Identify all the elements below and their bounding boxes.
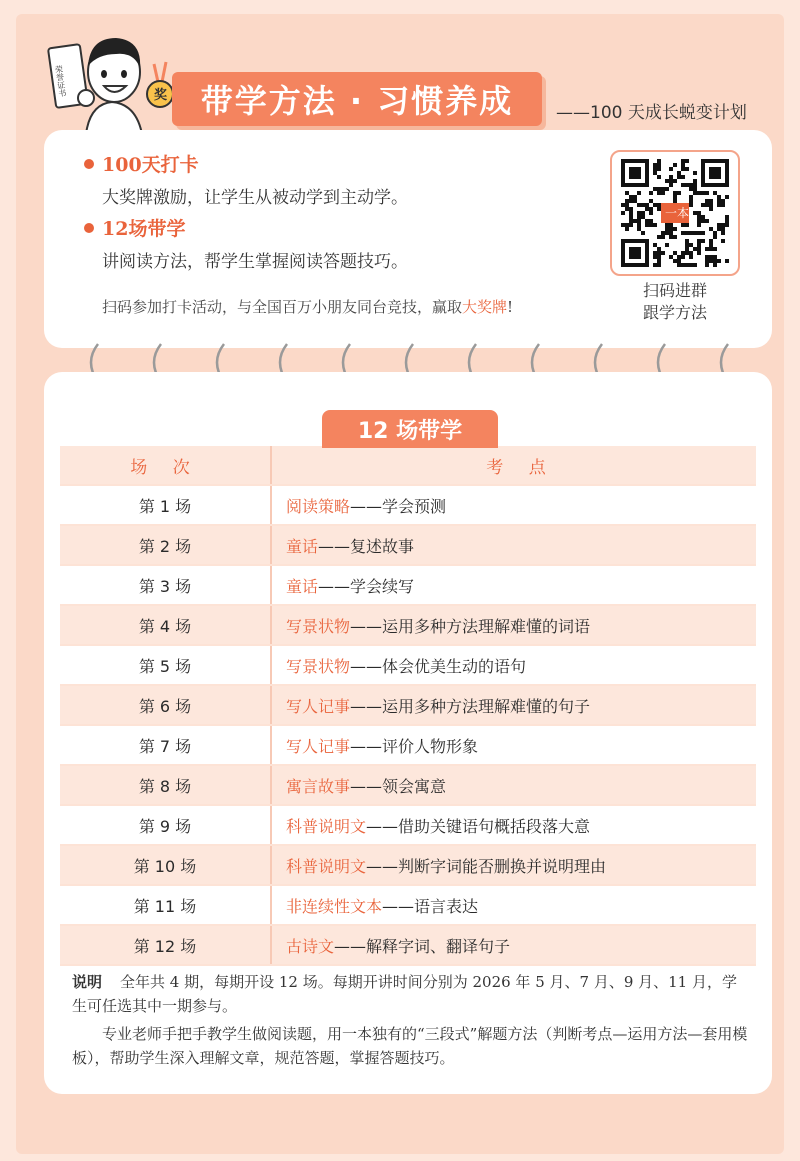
table-row <box>60 885 756 925</box>
qr-caption <box>610 280 740 324</box>
table-row <box>60 485 756 525</box>
qr-center-text: 一本 <box>665 206 690 220</box>
point-cell <box>271 605 756 645</box>
topic-text: 非连续性文本 <box>286 896 383 916</box>
qr-caption-line1: 扫码进群 <box>642 281 707 300</box>
feature-desc: 讲阅读方法，帮学生掌握阅读答题技巧。 <box>102 252 408 272</box>
session-cell: 第 2 场 <box>60 525 271 565</box>
session-cell: 第 10 场 <box>60 845 271 885</box>
point-text: ——运用多种方法理解难懂的句子 <box>350 696 591 716</box>
point-text: ——体会优美生动的语句 <box>350 656 527 676</box>
point-cell <box>271 525 756 565</box>
table-row <box>60 805 756 845</box>
table-row <box>60 845 756 885</box>
page-title: 带学方法 · 习惯养成 <box>172 72 542 126</box>
qr-code[interactable] <box>610 150 740 276</box>
point-text: ——借助关键语句概括段落大意 <box>366 816 591 836</box>
topic-text: 科普说明文 <box>286 816 367 836</box>
header-point: 考 点 <box>271 446 756 485</box>
scan-accent: 大奖牌 <box>462 298 508 316</box>
topic-text: 童话 <box>286 536 319 556</box>
point-cell <box>271 925 756 965</box>
table-row <box>60 725 756 765</box>
header-session: 场 次 <box>60 446 271 485</box>
point-text: ——运用多种方法理解难懂的词语 <box>350 616 591 636</box>
medal-icon <box>147 62 173 107</box>
schedule-tab-title: 12 场带学 <box>322 410 498 448</box>
point-cell <box>271 485 756 525</box>
point-cell <box>271 565 756 605</box>
session-cell: 第 6 场 <box>60 685 271 725</box>
session-cell: 第 7 场 <box>60 725 271 765</box>
notes-para1: 全年共 4 期，每期开设 12 场。每期开讲时间分别为 2026 年 5 月、7 月、9 月、11 月，学生可任选其中一期参与。 <box>72 973 737 1015</box>
topic-text: 写景状物 <box>286 616 351 636</box>
feature-guided-study <box>84 214 408 272</box>
topic-text: 写人记事 <box>286 736 351 756</box>
point-text: ——领会寓意 <box>350 776 447 796</box>
session-cell: 第 5 场 <box>60 645 271 685</box>
topic-text: 写景状物 <box>286 656 351 676</box>
session-cell: 第 4 场 <box>60 605 271 645</box>
topic-text: 科普说明文 <box>286 856 367 876</box>
scan-text-end: ! <box>507 298 514 316</box>
intro-card <box>44 130 772 348</box>
table-row <box>60 645 756 685</box>
qr-caption-line2: 跟学方法 <box>642 303 707 322</box>
topic-text: 童话 <box>286 576 319 596</box>
point-text: ——学会续写 <box>318 576 415 596</box>
point-text: ——学会预测 <box>350 496 447 516</box>
certificate-text: 荣誉证书 <box>53 64 68 98</box>
point-cell <box>271 765 756 805</box>
table-row <box>60 925 756 965</box>
point-text: ——语言表达 <box>382 896 479 916</box>
point-text: ——评价人物形象 <box>350 736 479 756</box>
medal-text: 奖 <box>154 88 168 103</box>
feature-desc: 大奖牌激励，让学生从被动学到主动学。 <box>102 188 408 208</box>
bullet-icon <box>84 159 94 169</box>
table-row <box>60 565 756 605</box>
qr-code-icon <box>621 159 729 267</box>
point-cell <box>271 885 756 925</box>
point-text: ——复述故事 <box>318 536 415 556</box>
topic-text: 写人记事 <box>286 696 351 716</box>
table-header-row <box>60 446 756 485</box>
table-row <box>60 605 756 645</box>
bullet-icon <box>84 223 94 233</box>
scan-instruction <box>102 296 513 317</box>
notes-label: 说明 <box>72 973 103 991</box>
table-row <box>60 525 756 565</box>
point-cell <box>271 685 756 725</box>
point-text: ——解释字词、翻译句子 <box>334 936 511 956</box>
topic-text: 阅读策略 <box>286 496 351 516</box>
page-subtitle: ——100 天成长蜕变计划 <box>556 103 747 123</box>
session-cell: 第 12 场 <box>60 925 271 965</box>
notes-para2: 专业老师手把手教学生做阅读题，用一本独有的“三段式”解题方法（判断考点—运用方法—套用模板），帮助学生深入理解文章，规范答题，掌握答题技巧。 <box>72 1025 748 1067</box>
point-text: ——判断字词能否删换并说明理由 <box>366 856 607 876</box>
schedule-table <box>60 446 756 966</box>
topic-text: 寓言故事 <box>286 776 351 796</box>
point-cell <box>271 725 756 765</box>
table-row <box>60 765 756 805</box>
session-cell: 第 1 场 <box>60 485 271 525</box>
notes-section <box>72 970 748 1070</box>
feature-title: 100天打卡 <box>102 154 199 176</box>
session-cell: 第 9 场 <box>60 805 271 845</box>
feature-title: 12场带学 <box>102 218 186 240</box>
scan-text: 扫码参加打卡活动，与全国百万小朋友同台竞技，赢取 <box>102 298 463 316</box>
session-cell: 第 11 场 <box>60 885 271 925</box>
feature-checkin <box>84 150 408 208</box>
table-row <box>60 685 756 725</box>
point-cell <box>271 805 756 845</box>
session-cell: 第 8 场 <box>60 765 271 805</box>
topic-text: 古诗文 <box>286 936 335 956</box>
point-cell <box>271 645 756 685</box>
mascot-illustration <box>46 24 176 134</box>
point-cell <box>271 845 756 885</box>
session-cell: 第 3 场 <box>60 565 271 605</box>
